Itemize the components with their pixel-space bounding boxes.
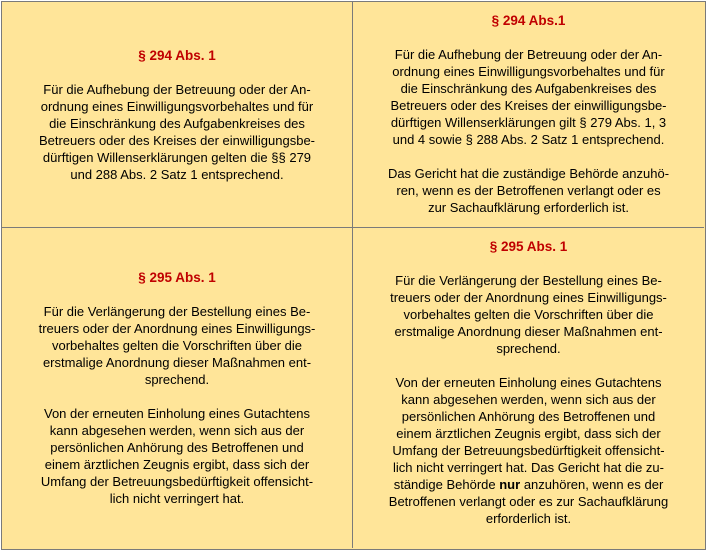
paragraph <box>39 81 315 183</box>
cell-old-294 <box>2 2 353 228</box>
text-line: kann abgesehen werden, wenn sich aus der <box>401 392 656 407</box>
text-segment: anzuhören, wenn es der <box>523 477 664 492</box>
text-line: Umfang der Betreuungsbedürftigkeit offensicht- <box>40 474 314 489</box>
text-line: Von der erneuten Einholung eines Gutachtens <box>395 375 662 390</box>
paragraph <box>390 272 667 357</box>
text-line: sprechend. <box>144 372 210 387</box>
text-line: vorbehaltes gelten die Vorschriften über die <box>403 307 654 322</box>
text-line: Betreuers oder des Kreises der einwilligungsbe- <box>38 132 316 148</box>
comparison-table <box>1 1 706 550</box>
text-line: Umfang der Betreuungsbedürftigkeit offensicht- <box>392 443 665 458</box>
paragraph <box>390 46 666 148</box>
text-line: Für die Aufhebung der Betreuung oder der An- <box>43 81 311 97</box>
text-line: sprechend. <box>496 341 561 356</box>
text-line: dürftigen Willenserklärungen gelten die §§ 279 <box>42 149 312 165</box>
text-segment: ständige Behörde <box>393 477 500 492</box>
text-line: erforderlich ist. <box>485 511 572 526</box>
text-line: persönlichen Anhörung des Betroffenen und <box>401 409 656 424</box>
text-line: erstmalige Anordnung dieser Maßnahmen ent- <box>42 355 312 370</box>
text-line: die Einschränkung des Aufgabenkreises des <box>49 115 305 131</box>
text-line: persönlichen Anhörung des Betroffenen und <box>50 440 304 455</box>
emphasis-word: nur <box>499 477 521 492</box>
text-line: die Einschränkung des Aufgabenkreises des <box>400 81 657 96</box>
cell-old-295 <box>2 228 353 548</box>
text-line: lich nicht verringert hat. Das Gericht hat die zu- <box>393 460 664 475</box>
text-line: Für die Aufhebung der Betreuung oder der An- <box>394 47 663 62</box>
text-line: Das Gericht hat die zuständige Behörde anzuhö- <box>387 166 670 181</box>
paragraph <box>41 405 313 507</box>
section-heading: § 295 Abs. 1 <box>489 239 568 254</box>
text-line: zur Sachaufklärung erforderlich ist. <box>428 200 629 215</box>
text-line: Von der erneuten Einholung eines Gutachtens <box>44 406 310 421</box>
paragraph <box>389 374 668 527</box>
section-heading: § 294 Abs.1 <box>491 13 566 28</box>
text-line: Für die Verlängerung der Bestellung eines Be- <box>395 273 662 288</box>
section-heading: § 295 Abs. 1 <box>138 270 216 285</box>
text-line: treuers oder der Anordnung eines Einwilligungs- <box>390 290 667 305</box>
text-line <box>389 476 668 493</box>
text-line: ordnung eines Einwilligungsvorbehaltes und für <box>40 98 314 114</box>
section-heading: § 294 Abs. 1 <box>138 47 216 63</box>
text-line: einem ärztlichen Zeugnis ergibt, dass sich der <box>44 457 310 472</box>
text-line: einem ärztlichen Zeugnis ergibt, dass sich der <box>396 426 661 441</box>
paragraph <box>39 303 316 388</box>
text-line: Betreuers oder des Kreises der einwilligungsbe- <box>390 98 667 113</box>
text-line: dürftigen Willenserklärungen gilt § 279 Abs. 1, 3 <box>390 115 667 130</box>
text-line: lich nicht verringert hat. <box>109 491 245 506</box>
text-line: ordnung eines Einwilligungsvorbehaltes und für <box>392 64 665 79</box>
text-line: und 4 sowie § 288 Abs. 2 Satz 1 entsprechend. <box>392 132 665 147</box>
text-line: kann abgesehen werden, wenn sich aus der <box>49 423 305 438</box>
paragraph <box>388 165 669 216</box>
text-line: Für die Verlängerung der Bestellung eines Be- <box>43 304 311 319</box>
cell-new-295 <box>353 228 704 548</box>
text-line: Betroffenen verlangt oder es zur Sachaufklärung <box>388 494 669 509</box>
text-line: treuers oder der Anordnung eines Einwilligungs- <box>38 321 316 336</box>
text-line: ren, wenn es der Betroffenen verlangt oder es <box>396 183 661 198</box>
text-line: vorbehaltes gelten die Vorschriften über die <box>51 338 303 353</box>
text-line: und 288 Abs. 2 Satz 1 entsprechend. <box>70 166 284 182</box>
text-line: erstmalige Anordnung dieser Maßnahmen ent- <box>394 324 663 339</box>
cell-new-294 <box>353 2 704 228</box>
